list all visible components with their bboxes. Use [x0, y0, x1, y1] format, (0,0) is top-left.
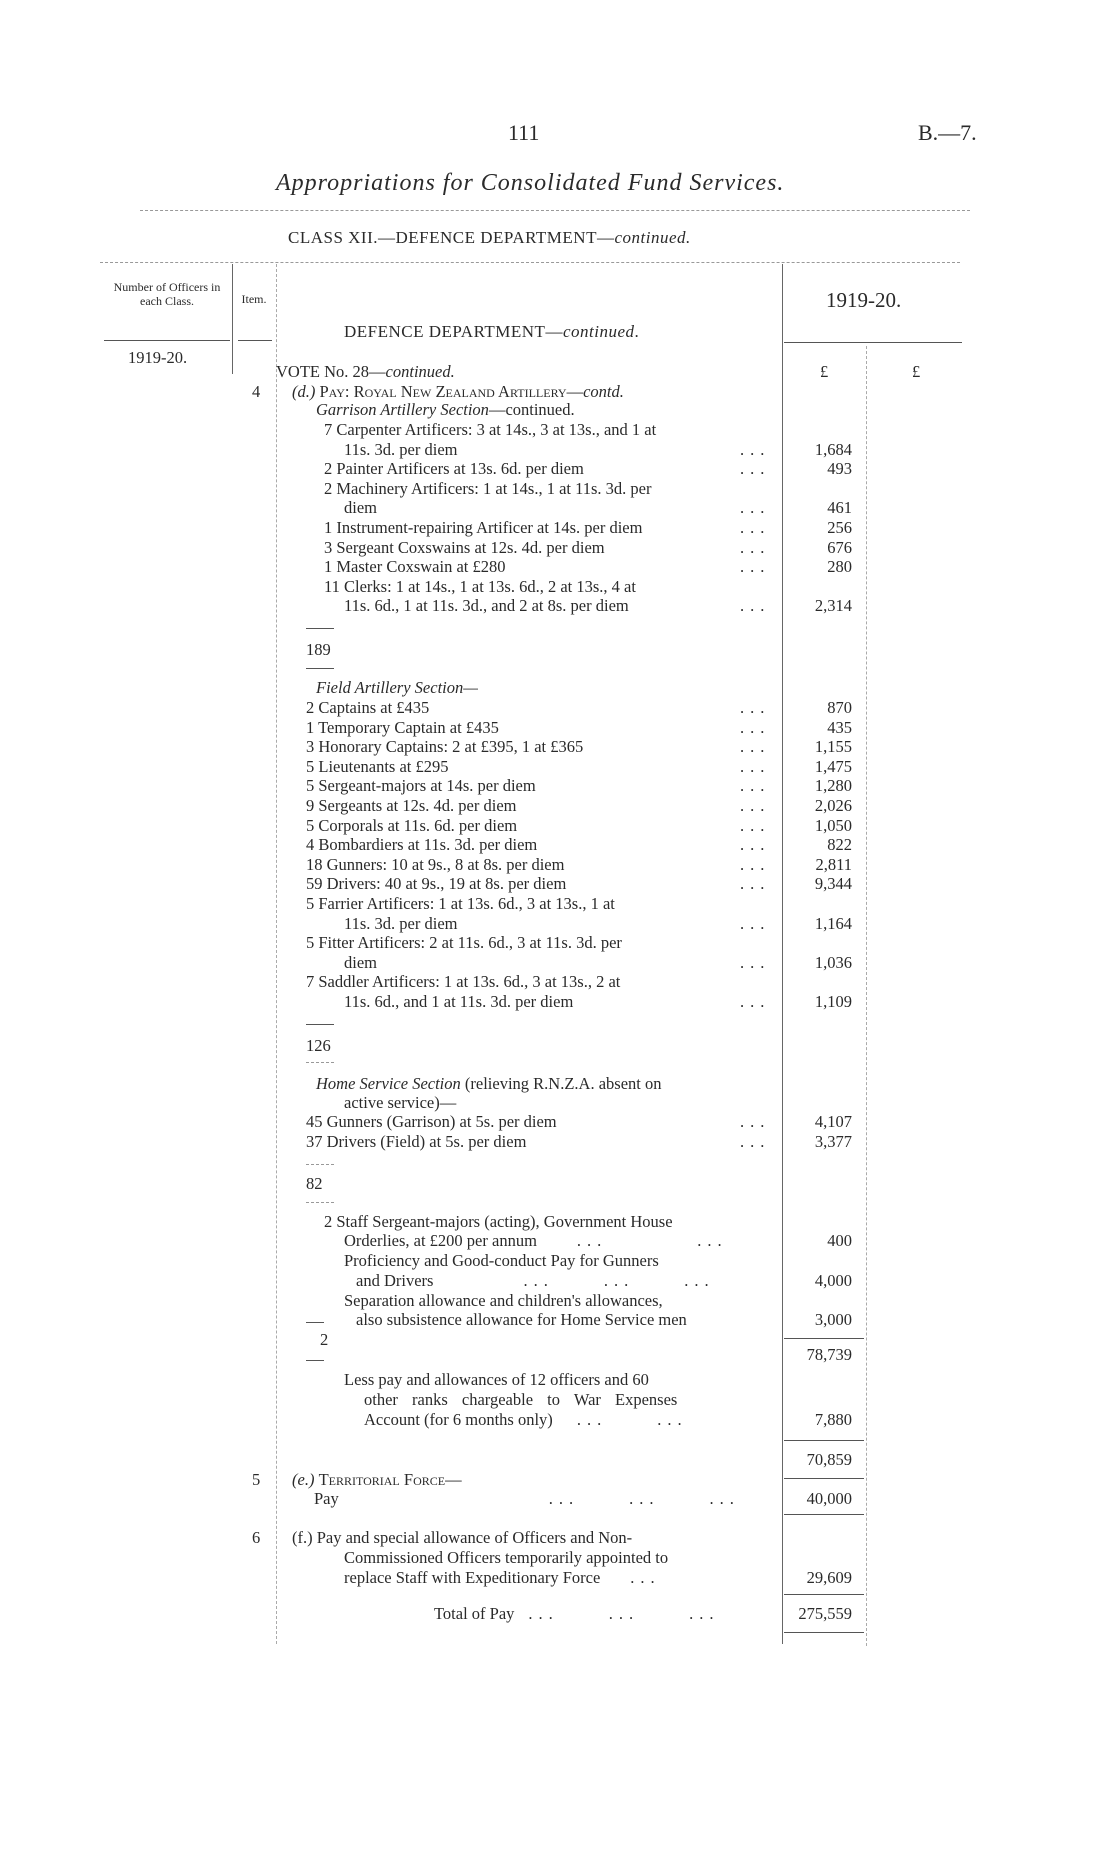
document-reference: B.—7. — [918, 120, 977, 145]
column-divider-officers — [232, 264, 233, 374]
territorial-amount: 40,000 — [806, 1489, 852, 1508]
year-header-rule — [784, 342, 962, 343]
line-item-amount: 461 — [827, 498, 852, 518]
line-item-amount: 9,344 — [814, 874, 852, 894]
proficiency-amount: 4,000 — [814, 1271, 852, 1290]
gross-total-rule — [784, 1338, 864, 1339]
item-header-rule — [238, 340, 272, 341]
net-total-rule — [784, 1440, 864, 1441]
line-item-text: diem — [344, 498, 377, 518]
page-title: Appropriations for Consolidated Fund Services. — [276, 170, 785, 196]
subtotal-rule — [306, 1164, 334, 1165]
garrison-subtotal: 189 — [306, 640, 331, 659]
line-item-text: 2 Machinery Artificers: 1 at 14s., 1 at 11s. 3d. per — [324, 478, 652, 498]
leader-dots: ... — [740, 776, 771, 796]
line-item-amount: 493 — [827, 459, 852, 479]
less-line-2: other ranks chargeable to War Expenses — [364, 1390, 678, 1409]
less-line-1: Less pay and allowances of 12 officers and 60 — [344, 1370, 649, 1389]
leader-dots: ... — [740, 518, 771, 537]
leader-dots: ... — [740, 596, 771, 616]
separation-amount: 3,000 — [814, 1310, 852, 1329]
department-column-header: DEFENCE DEPARTMENT—continued. — [344, 322, 640, 341]
year-column-header: 1919-20. — [826, 288, 902, 312]
leader-dots: ... — [740, 874, 771, 894]
field-subtotal: 126 — [306, 1036, 331, 1055]
line-item-text: 11 Clerks: 1 at 14s., 1 at 13s. 6d., 2 at 13s., 4 at — [324, 576, 636, 596]
line-item-amount: 280 — [827, 557, 852, 577]
line-item-amount: 256 — [827, 518, 852, 537]
item-number-5: 5 — [252, 1470, 261, 1489]
section-e-label: (e.) Territorial Force— — [292, 1470, 462, 1489]
line-item-text: 9 Sergeants at 12s. 4d. per diem — [306, 796, 517, 815]
line-item-amount: 822 — [827, 835, 852, 855]
home-service-heading-cont: active service)— — [344, 1093, 457, 1112]
section-d-label: (d.) Pay: Royal New Zealand Artillery—contd. — [292, 382, 624, 401]
line-item-text: 11s. 3d. per diem — [344, 913, 458, 933]
vote-heading: VOTE No. 28—continued. — [276, 362, 455, 381]
line-item-amount: 676 — [827, 537, 852, 557]
expeditionary-rule — [784, 1594, 864, 1595]
line-item-text: 11s. 6d., 1 at 11s. 3d., and 2 at 8s. per diem — [344, 596, 629, 616]
line-item-text: 5 Corporals at 11s. 6d. per diem — [306, 815, 518, 835]
line-item-text: 2 Painter Artificers at 13s. 6d. per diem — [324, 459, 584, 479]
line-item-text: 11s. 3d. per diem — [344, 439, 458, 459]
line-item-amount: 435 — [827, 717, 852, 737]
leader-dots: ... — [740, 717, 771, 737]
leader-dots: ... — [740, 815, 771, 835]
line-item-amount: 870 — [827, 698, 852, 717]
leader-dots: ... — [740, 992, 771, 1011]
leader-dots: ... — [740, 537, 771, 557]
field-artillery-heading: Field Artillery Section— — [316, 678, 478, 697]
expeditionary-amount: 29,609 — [806, 1568, 852, 1587]
line-item-text: 1 Temporary Captain at £435 — [306, 717, 499, 737]
total-amount: 275,559 — [798, 1604, 852, 1623]
officers-header-rule — [104, 340, 230, 341]
territorial-pay-line: Pay ... ... ... — [314, 1489, 740, 1508]
subtotal-rule — [306, 628, 334, 629]
item-column-header: Item. — [241, 292, 267, 306]
leader-dots: ... — [740, 835, 771, 855]
section-f-line-3: replace Staff with Expeditionary Force ... — [344, 1568, 661, 1587]
line-item-text: 7 Carpenter Artificers: 3 at 14s., 3 at 13s., and 1 at — [324, 420, 657, 439]
line-item-text: 5 Fitter Artificers: 2 at 11s. 6d., 3 at 11s. 3d. per — [306, 933, 622, 953]
title-rule — [140, 210, 970, 211]
garrison-artillery-subhead: Garrison Artillery Section—continued. — [316, 400, 575, 419]
separation-line-1: Separation allowance and children's allowances, — [344, 1291, 663, 1310]
line-item-text: 45 Gunners (Garrison) at 5s. per diem — [306, 1112, 557, 1131]
less-line-3: Account (for 6 months only) ... ... — [364, 1410, 688, 1429]
line-item-amount: 2,314 — [814, 596, 852, 616]
line-item-text: 4 Bombardiers at 11s. 3d. per diem — [306, 835, 538, 855]
leader-dots: ... — [740, 439, 771, 459]
leader-dots: ... — [740, 459, 771, 479]
page-number: 111 — [508, 120, 540, 145]
leader-dots: ... — [740, 737, 771, 757]
line-item-amount: 1,036 — [814, 952, 852, 972]
section-f-line-2: Commissioned Officers temporarily appointed to — [344, 1548, 669, 1567]
net-total: 70,859 — [806, 1450, 852, 1469]
line-item-amount: 1,280 — [814, 776, 852, 796]
leader-dots: ... — [740, 796, 771, 815]
leader-dots: ... — [740, 557, 771, 577]
item-number-6: 6 — [252, 1528, 261, 1547]
other-subtotal: 2 — [320, 1330, 329, 1349]
item-number-4: 4 — [252, 382, 261, 401]
leader-dots: ... — [740, 756, 771, 776]
section-f-line-1: (f.) Pay and special allowance of Officers and Non- — [292, 1528, 633, 1547]
officers-year-label: 1919-20. — [128, 348, 188, 367]
line-item-text: 59 Drivers: 40 at 9s., 19 at 8s. per diem — [306, 874, 567, 894]
line-item-text: 3 Sergeant Coxswains at 12s. 4d. per diem — [324, 537, 605, 557]
line-item-amount: 1,164 — [814, 913, 852, 933]
line-item-amount: 1,050 — [814, 815, 852, 835]
gross-total: 78,739 — [806, 1345, 852, 1364]
home-service-subtotal: 82 — [306, 1174, 323, 1193]
total-label: Total of Pay ... ... ... — [434, 1604, 720, 1623]
territorial-rule — [784, 1514, 864, 1515]
line-item-text: 2 Captains at £435 — [306, 698, 430, 717]
leader-dots: ... — [740, 698, 771, 717]
leader-dots: ... — [740, 1112, 771, 1131]
officers-column-header: Number of Officers in each Class. — [113, 280, 221, 308]
subtotal-rule — [306, 668, 334, 669]
line-item-text: diem — [344, 952, 377, 972]
subtotal-rule — [306, 1062, 334, 1063]
class-heading: CLASS XII.—DEFENCE DEPARTMENT—continued. — [288, 228, 691, 247]
line-item-text: 1 Master Coxswain at £280 — [324, 557, 506, 577]
line-item-amount: 2,026 — [814, 796, 852, 815]
column-divider-item — [276, 264, 277, 1644]
leader-dots: ... — [740, 498, 771, 518]
line-item-amount: 2,811 — [815, 854, 852, 874]
total-rule — [784, 1632, 864, 1633]
line-item-amount: 1,155 — [814, 737, 852, 757]
line-item-amount: 3,377 — [814, 1131, 852, 1151]
proficiency-line-2: and Drivers ... ... ... — [356, 1271, 715, 1290]
line-item-text: 7 Saddler Artificers: 1 at 13s. 6d., 3 at 13s., 2 at — [306, 972, 621, 992]
line-item-text: 11s. 6d., and 1 at 11s. 3d. per diem — [344, 992, 574, 1011]
subtotal-rule — [306, 1024, 334, 1025]
class-rule — [100, 262, 960, 263]
line-item-text: 3 Honorary Captains: 2 at £395, 1 at £365 — [306, 737, 584, 757]
line-item-text: 5 Sergeant-majors at 14s. per diem — [306, 776, 536, 796]
leader-dots: ... — [740, 854, 771, 874]
subtotal-rule — [306, 1202, 334, 1203]
proficiency-line-1: Proficiency and Good-conduct Pay for Gunners — [344, 1251, 659, 1270]
subtotal-rule — [306, 1322, 324, 1323]
separation-line-2: also subsistence allowance for Home Service men — [356, 1310, 687, 1329]
column-divider-total — [866, 346, 867, 1646]
pound-sign-items: £ — [820, 362, 829, 381]
line-item-text: 1 Instrument-repairing Artificer at 14s. per diem — [324, 518, 643, 537]
staff-line-1: 2 Staff Sergeant-majors (acting), Government House — [324, 1212, 673, 1231]
line-item-text: 5 Lieutenants at £295 — [306, 756, 449, 776]
staff-amount: 400 — [827, 1231, 852, 1250]
line-item-text: 5 Farrier Artificers: 1 at 13s. 6d., 3 at 13s., 1 at — [306, 894, 615, 913]
staff-line-2: Orderlies, at £200 per annum ... ... — [344, 1231, 728, 1250]
net-total-rule — [784, 1478, 864, 1479]
line-item-text: 37 Drivers (Field) at 5s. per diem — [306, 1131, 527, 1151]
subtotal-rule — [306, 1360, 324, 1361]
line-item-amount: 1,475 — [814, 756, 852, 776]
line-item-text: 18 Gunners: 10 at 9s., 8 at 8s. per diem — [306, 854, 565, 874]
line-item-amount: 1,109 — [814, 992, 852, 1011]
less-amount: 7,880 — [814, 1410, 852, 1429]
leader-dots: ... — [740, 1131, 771, 1151]
pound-sign-totals: £ — [912, 362, 921, 381]
line-item-amount: 1,684 — [814, 439, 852, 459]
home-service-heading: Home Service Section (relieving R.N.Z.A. absent on — [316, 1074, 662, 1093]
leader-dots: ... — [740, 952, 771, 972]
leader-dots: ... — [740, 913, 771, 933]
line-item-amount: 4,107 — [814, 1112, 852, 1131]
